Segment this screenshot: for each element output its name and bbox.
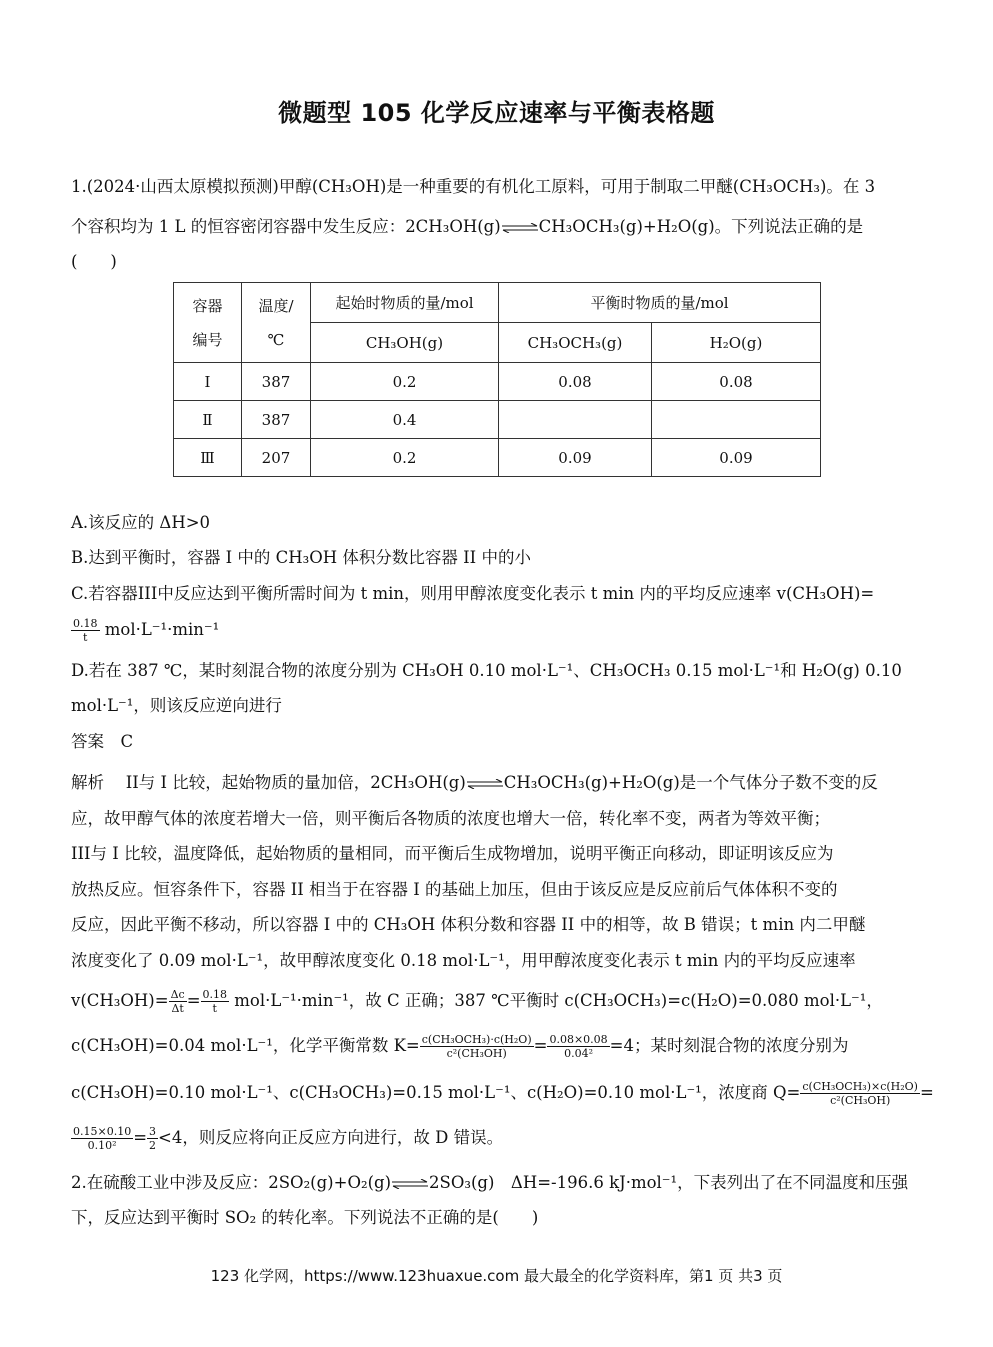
fraction-num: 0.08×0.08	[549, 1033, 608, 1046]
fraction	[420, 1033, 534, 1060]
option-c-unit: mol·L⁻¹·min⁻¹	[104, 620, 220, 639]
q1-line-3: ( )	[71, 252, 117, 271]
fraction-den: t	[212, 1002, 217, 1015]
cell-start: 0.4	[311, 401, 499, 439]
analysis-line-2: 应，故甲醇气体的浓度若增大一倍，则平衡后各物质的浓度也增大一倍，转化率不变，两者为等效平衡；	[71, 809, 830, 828]
page-footer: 123 化学网，https://www.123huaxue.com 最大最全的化学资料库，第1 页 共3 页	[210, 1267, 783, 1285]
answer: 答案 C	[71, 732, 134, 751]
analysis-line-3: III与 I 比较，温度降低，起始物质的量相同，而平衡后生成物增加，说明平衡正向移动，即证明该反应为	[71, 844, 834, 863]
analysis-line-7: v(CH₃OH)= $\frac{\Delta c}{\Delta t}$ = $\frac{0.18}{t}$ mol·L⁻¹·min⁻¹，故 C 正确；387 ℃平衡时 c(CH₃OCH₃)=c(H₂O)=0.080 mol·L⁻¹，	[71, 988, 883, 1015]
header-container-id	[174, 283, 242, 363]
cell-start: 0.2	[311, 439, 499, 477]
analysis-line-8-post: =4；某时刻混合物的浓度分别为	[609, 1036, 849, 1055]
fraction-den: 0.10²	[87, 1139, 117, 1152]
header-temperature-b: ℃	[267, 330, 285, 349]
cell-eq1	[499, 401, 652, 439]
option-d-line-2: mol·L⁻¹，则该反应逆向进行	[71, 696, 282, 715]
q2-line-2: 下，反应达到平衡时 SO₂ 的转化率。下列说法不正确的是( )	[71, 1208, 539, 1227]
analysis-line-5: 反应，因此平衡不移动，所以容器 I 中的 CH₃OH 体积分数和容器 II 中的相等，故 B 错误；t min 内二甲醚	[71, 915, 866, 934]
equilibrium-arrow-icon	[501, 223, 539, 233]
analysis-line-4: 放热反应。恒容条件下，容器 II 相当于在容器 I 的基础上加压，但由于该反应是反应前后气体体积不变的	[71, 880, 838, 899]
analysis-line-1-post: CH₃OCH₃(g)+H₂O(g)是一个气体分子数不变的反	[503, 773, 878, 792]
table-row	[174, 439, 821, 477]
cell-start: 0.2	[311, 363, 499, 401]
q2-line-1	[71, 1172, 908, 1194]
option-a: A.该反应的 ΔH>0	[71, 513, 211, 532]
cell-eq2	[652, 401, 821, 439]
analysis-line-10-post: <4，则反应将向正反应方向进行，故 D 错误。	[158, 1128, 504, 1147]
cell-id: Ⅲ	[174, 439, 242, 477]
q1-line-2-post: CH₃OCH₃(g)+H₂O(g)。下列说法正确的是	[538, 217, 864, 236]
option-d-line-1: D.若在 387 ℃，某时刻混合物的浓度分别为 CH₃OH 0.10 mol·L⁻¹、CH₃OCH₃ 0.15 mol·L⁻¹和 H₂O(g) 0.10	[71, 661, 902, 680]
q2-line-1-pre: 2.在硫酸工业中涉及反应：2SO₂(g)+O₂(g)	[71, 1173, 392, 1192]
q2-line-1-post: 2SO₃(g) ΔH=-196.6 kJ·mol⁻¹，下表列出了在不同温度和压强	[429, 1173, 909, 1192]
cell-eq1: 0.09	[499, 439, 652, 477]
fraction-num: 0.15×0.10	[73, 1125, 132, 1138]
analysis-line-7-post: mol·L⁻¹·min⁻¹，故 C 正确；387 ℃平衡时 c(CH₃OCH₃)=c(H₂O)=0.080 mol·L⁻¹，	[234, 991, 883, 1010]
header-equilibrium-amount: 平衡时物质的量/mol	[499, 283, 821, 323]
fraction-den: t	[83, 631, 88, 644]
page-title: 微题型 105 化学反应速率与平衡表格题	[278, 99, 715, 127]
cell-id: Ⅰ	[174, 363, 242, 401]
table-row	[174, 401, 821, 439]
fraction	[71, 617, 100, 644]
q1-line-1: 1.(2024·山西太原模拟预测)甲醇(CH₃OH)是一种重要的有机化工原料，可用于制取二甲醚(CH₃OCH₃)。在 3	[71, 177, 876, 196]
fraction	[547, 1033, 609, 1060]
fraction-num: c(CH₃OCH₃)·c(H₂O)	[421, 1033, 532, 1046]
cell-temp: 387	[242, 363, 311, 401]
cell-eq2: 0.08	[652, 363, 821, 401]
analysis-line-9: c(CH₃OH)=0.10 mol·L⁻¹、c(CH₃OCH₃)=0.15 mol·L⁻¹、c(H₂O)=0.10 mol·L⁻¹，浓度商 Q= $\frac{\text{c(CH₃OCH₃)×c(H₂O)}}{\text{c²(CH₃OH)}}$ =	[71, 1080, 934, 1107]
header-temperature-a: 温度/	[258, 296, 294, 315]
fraction	[71, 1125, 133, 1152]
equilibrium-arrow-icon	[391, 1179, 429, 1189]
cell-temp: 207	[242, 439, 311, 477]
option-c-line-2	[71, 617, 219, 644]
fraction-num: 0.18	[202, 988, 228, 1001]
analysis-line-6: 浓度变化了 0.09 mol·L⁻¹，故甲醇浓度变化 0.18 mol·L⁻¹，用甲醇浓度变化表示 t min 内的平均反应速率	[71, 951, 856, 970]
header-start-amount: 起始时物质的量/mol	[311, 283, 499, 323]
q1-line-2-pre: 个容积均为 1 L 的恒容密闭容器中发生反应：2CH₃OH(g)	[71, 217, 501, 236]
subheader-ch3oh: CH₃OH(g)	[311, 323, 499, 363]
fraction-den: 0.04²	[564, 1047, 593, 1060]
fraction-den: 2	[149, 1139, 157, 1152]
cell-id: Ⅱ	[174, 401, 242, 439]
fraction	[169, 988, 187, 1015]
option-b: B.达到平衡时，容器 I 中的 CH₃OH 体积分数比容器 II 中的小	[71, 548, 531, 567]
analysis-line-8: c(CH₃OH)=0.04 mol·L⁻¹，化学平衡常数 K= $\frac{\text{c(CH₃OCH₃)·c(H₂O)}}{\text{c²(CH₃OH)}}$ = $\frac{0.08\times 0.08}{\text{0.04²}}$ =4；某时刻混合物的浓度分别为	[71, 1033, 849, 1060]
header-container-id-a: 容器	[192, 296, 223, 315]
subheader-h2o: H₂O(g)	[652, 323, 821, 363]
fraction	[201, 988, 230, 1015]
fraction-den: c²(CH₃OH)	[830, 1094, 891, 1107]
q1-line-2	[71, 216, 863, 238]
cell-eq2: 0.09	[652, 439, 821, 477]
subheader-ch3och3: CH₃OCH₃(g)	[499, 323, 652, 363]
option-c-line-1: C.若容器III中反应达到平衡所需时间为 t min，则用甲醇浓度变化表示 t min 内的平均反应速率 v(CH₃OH)=	[71, 584, 875, 603]
fraction-num: 3	[149, 1125, 157, 1138]
header-temperature	[242, 283, 311, 363]
analysis-line-10: $\frac{0.15\times 0.10}{\text{0.10²}}$ = $\frac{3}{2}$ <4，则反应将向正反应方向进行，故 D 错误。	[73, 1125, 504, 1152]
fraction-den: Δt	[171, 1002, 184, 1015]
fraction-num: c(CH₃OCH₃)×c(H₂O)	[802, 1080, 918, 1093]
fraction	[147, 1125, 158, 1152]
cell-eq1: 0.08	[499, 363, 652, 401]
cell-temp: 387	[242, 401, 311, 439]
data-table	[173, 282, 821, 477]
analysis-line-7-pre: v(CH₃OH)=	[71, 991, 169, 1010]
table-row	[174, 363, 821, 401]
fraction-num: 0.18	[73, 617, 98, 630]
header-container-id-b: 编号	[192, 330, 223, 349]
fraction	[800, 1080, 920, 1107]
fraction-num: Δc	[170, 988, 185, 1001]
analysis-line-1-pre: 解析 II与 I 比较，起始物质的量加倍，2CH₃OH(g)	[71, 773, 466, 792]
analysis-line-8-pre: c(CH₃OH)=0.04 mol·L⁻¹，化学平衡常数 K=	[71, 1036, 420, 1055]
analysis-line-1	[71, 772, 878, 794]
fraction-den: c²(CH₃OH)	[446, 1047, 507, 1060]
analysis-line-9-pre: c(CH₃OH)=0.10 mol·L⁻¹、c(CH₃OCH₃)=0.15 mol·L⁻¹、c(H₂O)=0.10 mol·L⁻¹，浓度商 Q=	[71, 1083, 801, 1102]
equilibrium-arrow-icon	[466, 779, 504, 789]
